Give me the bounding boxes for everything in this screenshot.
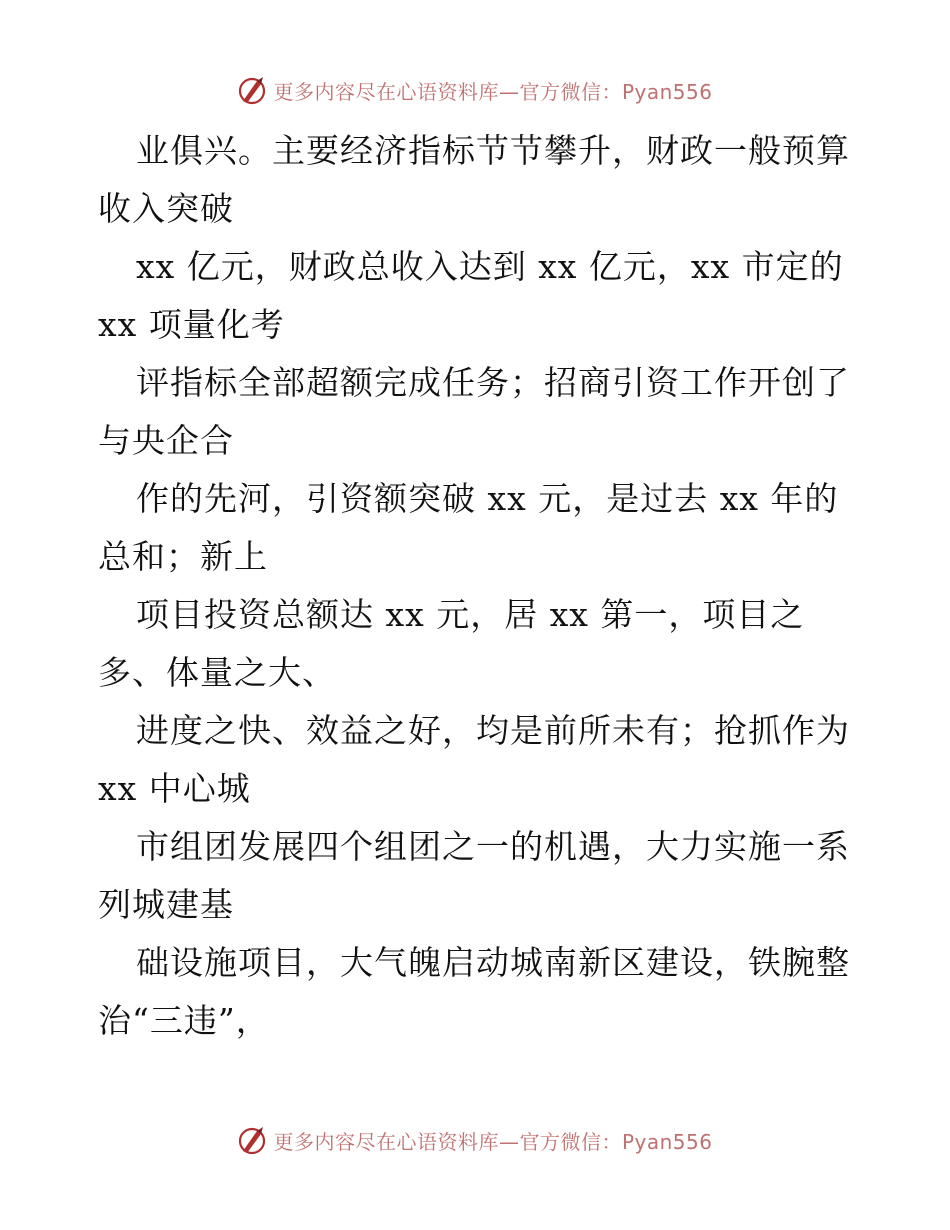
document-body — [98, 122, 858, 1050]
text-line: 总和；新上 — [98, 537, 268, 576]
pen-nib-logo-icon — [237, 1125, 267, 1155]
text-line: 作的先河，引资额突破 xx 元，是过去 xx 年的 — [136, 479, 839, 518]
text-line: 收入突破 — [98, 189, 234, 228]
text-line: 治“三违”， — [98, 1001, 270, 1040]
header-banner — [0, 70, 950, 110]
text-line: 评指标全部超额完成任务；招商引资工作开创了 — [136, 363, 850, 402]
text-line: xx 项量化考 — [98, 305, 285, 344]
text-line: 列城建基 — [98, 885, 234, 924]
text-line: 与央企合 — [98, 421, 234, 460]
text-line: 市组团发展四个组团之一的机遇，大力实施一系 — [136, 827, 850, 866]
text-line: 进度之快、效益之好，均是前所未有；抢抓作为 — [136, 711, 850, 750]
text-line: 项目投资总额达 xx 元，居 xx 第一，项目之 — [136, 595, 805, 634]
header-banner-text: 更多内容尽在心语资料库—官方微信：Pyan556 — [273, 79, 713, 104]
footer-banner — [0, 1120, 950, 1160]
text-line: xx 中心城 — [98, 769, 251, 808]
text-line: 业俱兴。主要经济指标节节攀升，财政一般预算 — [136, 131, 850, 170]
text-line: 础设施项目，大气魄启动城南新区建设，铁腕整 — [136, 943, 850, 982]
footer-banner-text: 更多内容尽在心语资料库—官方微信：Pyan556 — [273, 1129, 713, 1154]
text-line: 多、体量之大、 — [98, 653, 336, 692]
text-line: xx 亿元，财政总收入达到 xx 亿元，xx 市定的 — [136, 247, 844, 286]
pen-nib-logo-icon — [237, 75, 267, 105]
